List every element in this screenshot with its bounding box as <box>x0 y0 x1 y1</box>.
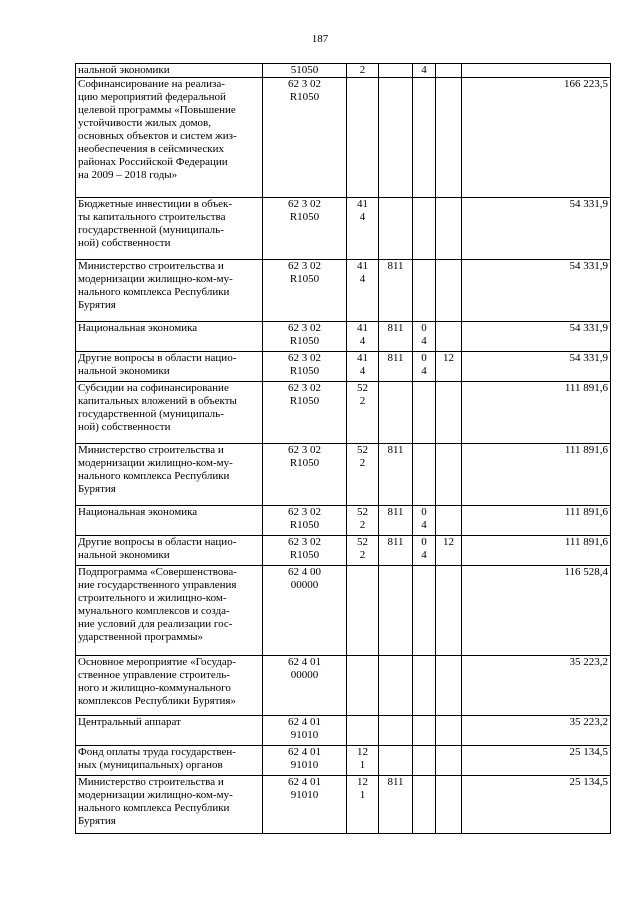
row-section-cell <box>413 78 436 198</box>
row-target-article: 62 3 02 R1050 <box>288 536 321 561</box>
row-target-article: 62 4 01 00000 <box>288 656 321 681</box>
row-name: Центральный аппарат <box>78 716 181 728</box>
row-amount: 111 891,6 <box>564 382 608 394</box>
row-expense-type-cell <box>347 64 379 78</box>
row-target-article-cell <box>263 776 347 834</box>
row-name: Национальная экономика <box>78 506 198 518</box>
page-number: 187 <box>311 33 329 45</box>
row-amount-cell <box>462 64 611 78</box>
table-row <box>76 64 611 78</box>
table-row <box>76 776 611 834</box>
row-section-cell <box>413 776 436 834</box>
row-subsection-cell <box>436 444 462 506</box>
row-section: 0 4 <box>421 322 427 347</box>
row-target-article: 51050 <box>290 64 319 76</box>
row-target-article-cell <box>263 78 347 198</box>
row-administrator-code-cell <box>379 746 413 776</box>
row-administrator-code-cell <box>379 656 413 716</box>
row-name-cell <box>76 444 263 506</box>
row-administrator-code-cell <box>379 776 413 834</box>
row-amount: 35 223,2 <box>569 656 608 668</box>
row-administrator-code: 811 <box>387 444 404 456</box>
row-amount-cell <box>462 506 611 536</box>
row-expense-type: 41 4 <box>357 198 368 223</box>
row-target-article: 62 3 02 R1050 <box>288 506 321 531</box>
row-section-cell <box>413 746 436 776</box>
row-amount-cell <box>462 776 611 834</box>
row-target-article-cell <box>263 536 347 566</box>
row-name-cell <box>76 536 263 566</box>
table-row <box>76 506 611 536</box>
row-amount-cell <box>462 260 611 322</box>
row-expense-type-cell <box>347 566 379 656</box>
row-subsection-cell <box>436 716 462 746</box>
row-expense-type: 52 2 <box>357 506 368 531</box>
row-administrator-code: 811 <box>387 536 404 548</box>
table-row <box>76 382 611 444</box>
row-expense-type-cell <box>347 352 379 382</box>
row-administrator-code-cell <box>379 536 413 566</box>
row-section-cell <box>413 64 436 78</box>
row-amount: 111 891,6 <box>564 444 608 456</box>
row-target-article: 62 3 02 R1050 <box>288 322 321 347</box>
row-expense-type-cell <box>347 716 379 746</box>
row-expense-type-cell <box>347 198 379 260</box>
row-name: Софинансирование на реализа- цию мероприятий федеральной целевой программы «Повышение устойчивости жилых домов, основных объектов и систем жиз- необеспечения в сейсмических районах Российской Федерации на 2009 – 2018 годы» <box>78 78 237 181</box>
row-amount: 35 223,2 <box>569 716 608 728</box>
row-amount-cell <box>462 322 611 352</box>
row-name-cell <box>76 352 263 382</box>
row-target-article-cell <box>263 656 347 716</box>
table-row <box>76 746 611 776</box>
row-administrator-code-cell <box>379 716 413 746</box>
row-amount-cell <box>462 566 611 656</box>
row-target-article-cell <box>263 746 347 776</box>
row-administrator-code-cell <box>379 260 413 322</box>
row-name: Подпрограмма «Совершенствова- ние государственного управления строительного и жилищно-ком- мунального комплексов и созда- ние условий для реализации гос- ударственной программы» <box>78 566 237 643</box>
table-row <box>76 78 611 198</box>
row-name: Министерство строительства и модернизации жилищно-ком-му- нального комплекса Республики Бурятия <box>78 260 233 311</box>
row-administrator-code: 811 <box>387 506 404 518</box>
row-name: Основное мероприятие «Государ- ственное управление строитель- ного и жилищно-коммунального комплексов Республики Бурятия» <box>78 656 236 707</box>
row-subsection-cell <box>436 506 462 536</box>
row-subsection: 12 <box>443 352 454 364</box>
table-row <box>76 260 611 322</box>
table-row <box>76 566 611 656</box>
row-section-cell <box>413 352 436 382</box>
row-target-article-cell <box>263 506 347 536</box>
row-amount: 54 331,9 <box>569 322 608 334</box>
row-administrator-code-cell <box>379 382 413 444</box>
row-amount: 54 331,9 <box>569 260 608 272</box>
row-section: 0 4 <box>421 536 427 561</box>
row-subsection-cell <box>436 198 462 260</box>
row-target-article: 62 3 02 R1050 <box>288 382 321 407</box>
row-subsection-cell <box>436 322 462 352</box>
row-amount: 166 223,5 <box>564 78 608 90</box>
row-amount: 54 331,9 <box>569 352 608 364</box>
row-name: Министерство строительства и модернизации жилищно-ком-му- нального комплекса Республики Бурятия <box>78 776 233 827</box>
row-name-cell <box>76 322 263 352</box>
row-target-article: 62 3 02 R1050 <box>288 198 321 223</box>
row-target-article: 62 4 01 91010 <box>288 746 321 771</box>
table-row <box>76 322 611 352</box>
row-expense-type: 52 2 <box>357 536 368 561</box>
row-expense-type: 41 4 <box>357 260 368 285</box>
row-target-article: 62 3 02 R1050 <box>288 260 321 285</box>
row-name: Бюджетные инвестиции в объек- ты капитального строительства государственной (муниципаль- ной) собственности <box>78 198 233 249</box>
row-expense-type-cell <box>347 536 379 566</box>
row-target-article: 62 3 02 R1050 <box>288 78 321 103</box>
row-section-cell <box>413 656 436 716</box>
row-amount: 111 891,6 <box>564 506 608 518</box>
row-amount: 25 134,5 <box>569 746 608 758</box>
row-section: 0 4 <box>421 506 427 531</box>
row-expense-type-cell <box>347 506 379 536</box>
row-administrator-code: 811 <box>387 776 404 788</box>
row-target-article: 62 3 02 R1050 <box>288 444 321 469</box>
row-target-article-cell <box>263 382 347 444</box>
row-subsection-cell <box>436 260 462 322</box>
row-section: 4 <box>421 64 427 76</box>
row-name-cell <box>76 198 263 260</box>
row-name-cell <box>76 566 263 656</box>
row-expense-type-cell <box>347 444 379 506</box>
row-section-cell <box>413 536 436 566</box>
row-target-article-cell <box>263 352 347 382</box>
row-administrator-code: 811 <box>387 260 404 272</box>
table-row <box>76 198 611 260</box>
row-subsection-cell <box>436 746 462 776</box>
row-name: Субсидии на софинансирование капитальных вложений в объекты государственной (муниципаль- ной) собственности <box>78 382 237 433</box>
row-name-cell <box>76 506 263 536</box>
row-expense-type-cell <box>347 322 379 352</box>
budget-table-body <box>76 64 611 834</box>
row-expense-type: 12 1 <box>357 746 368 771</box>
row-administrator-code-cell <box>379 64 413 78</box>
row-target-article-cell <box>263 444 347 506</box>
row-section: 0 4 <box>421 352 427 377</box>
row-name-cell <box>76 78 263 198</box>
row-name-cell <box>76 776 263 834</box>
row-target-article: 62 4 01 91010 <box>288 716 321 741</box>
row-administrator-code-cell <box>379 322 413 352</box>
row-subsection-cell <box>436 776 462 834</box>
row-administrator-code: 811 <box>387 352 404 364</box>
row-expense-type: 2 <box>359 64 366 76</box>
row-target-article-cell <box>263 198 347 260</box>
row-name-cell <box>76 746 263 776</box>
row-name: Фонд оплаты труда государствен- ных (муниципальных) органов <box>78 746 236 771</box>
row-name-cell <box>76 656 263 716</box>
row-expense-type: 52 2 <box>357 382 368 407</box>
row-section-cell <box>413 566 436 656</box>
row-expense-type: 12 1 <box>357 776 368 801</box>
row-amount-cell <box>462 444 611 506</box>
row-expense-type: 52 2 <box>357 444 368 469</box>
row-expense-type-cell <box>347 382 379 444</box>
row-amount-cell <box>462 352 611 382</box>
row-administrator-code-cell <box>379 444 413 506</box>
row-name: Другие вопросы в области нацио- нальной экономики <box>78 536 237 561</box>
row-subsection-cell <box>436 78 462 198</box>
row-subsection-cell <box>436 536 462 566</box>
row-section-cell <box>413 716 436 746</box>
row-name: нальной экономики <box>78 64 170 76</box>
table-row <box>76 444 611 506</box>
row-section-cell <box>413 444 436 506</box>
row-section-cell <box>413 506 436 536</box>
row-expense-type-cell <box>347 776 379 834</box>
row-section-cell <box>413 382 436 444</box>
row-name-cell <box>76 382 263 444</box>
row-amount: 54 331,9 <box>569 198 608 210</box>
table-row <box>76 536 611 566</box>
budget-table <box>75 63 611 834</box>
row-target-article-cell <box>263 716 347 746</box>
row-administrator-code-cell <box>379 198 413 260</box>
table-row <box>76 716 611 746</box>
row-amount-cell <box>462 746 611 776</box>
table-row <box>76 656 611 716</box>
row-amount-cell <box>462 198 611 260</box>
row-amount: 116 528,4 <box>564 566 608 578</box>
row-target-article: 62 3 02 R1050 <box>288 352 321 377</box>
row-administrator-code-cell <box>379 78 413 198</box>
row-amount-cell <box>462 716 611 746</box>
row-target-article-cell <box>263 64 347 78</box>
row-subsection-cell <box>436 352 462 382</box>
row-expense-type-cell <box>347 78 379 198</box>
row-expense-type-cell <box>347 656 379 716</box>
row-amount-cell <box>462 656 611 716</box>
row-subsection-cell <box>436 566 462 656</box>
row-administrator-code-cell <box>379 352 413 382</box>
row-amount-cell <box>462 382 611 444</box>
row-amount: 111 891,6 <box>564 536 608 548</box>
row-expense-type: 41 4 <box>357 352 368 377</box>
row-expense-type-cell <box>347 746 379 776</box>
row-expense-type: 41 4 <box>357 322 368 347</box>
row-target-article-cell <box>263 260 347 322</box>
row-name-cell <box>76 716 263 746</box>
row-expense-type-cell <box>347 260 379 322</box>
row-name: Министерство строительства и модернизации жилищно-ком-му- нального комплекса Республики Бурятия <box>78 444 233 495</box>
row-target-article: 62 4 00 00000 <box>288 566 321 591</box>
row-name-cell <box>76 260 263 322</box>
row-subsection-cell <box>436 382 462 444</box>
row-administrator-code: 811 <box>387 322 404 334</box>
row-subsection-cell <box>436 656 462 716</box>
row-amount-cell <box>462 536 611 566</box>
row-subsection: 12 <box>443 536 454 548</box>
row-administrator-code-cell <box>379 506 413 536</box>
row-subsection-cell <box>436 64 462 78</box>
row-target-article-cell <box>263 566 347 656</box>
row-administrator-code-cell <box>379 566 413 656</box>
row-amount: 25 134,5 <box>569 776 608 788</box>
row-amount-cell <box>462 78 611 198</box>
row-name: Национальная экономика <box>78 322 198 334</box>
row-name: Другие вопросы в области нацио- нальной экономики <box>78 352 237 377</box>
row-name-cell <box>76 64 263 78</box>
row-target-article-cell <box>263 322 347 352</box>
row-section-cell <box>413 322 436 352</box>
table-row <box>76 352 611 382</box>
row-target-article: 62 4 01 91010 <box>288 776 321 801</box>
row-section-cell <box>413 198 436 260</box>
row-section-cell <box>413 260 436 322</box>
